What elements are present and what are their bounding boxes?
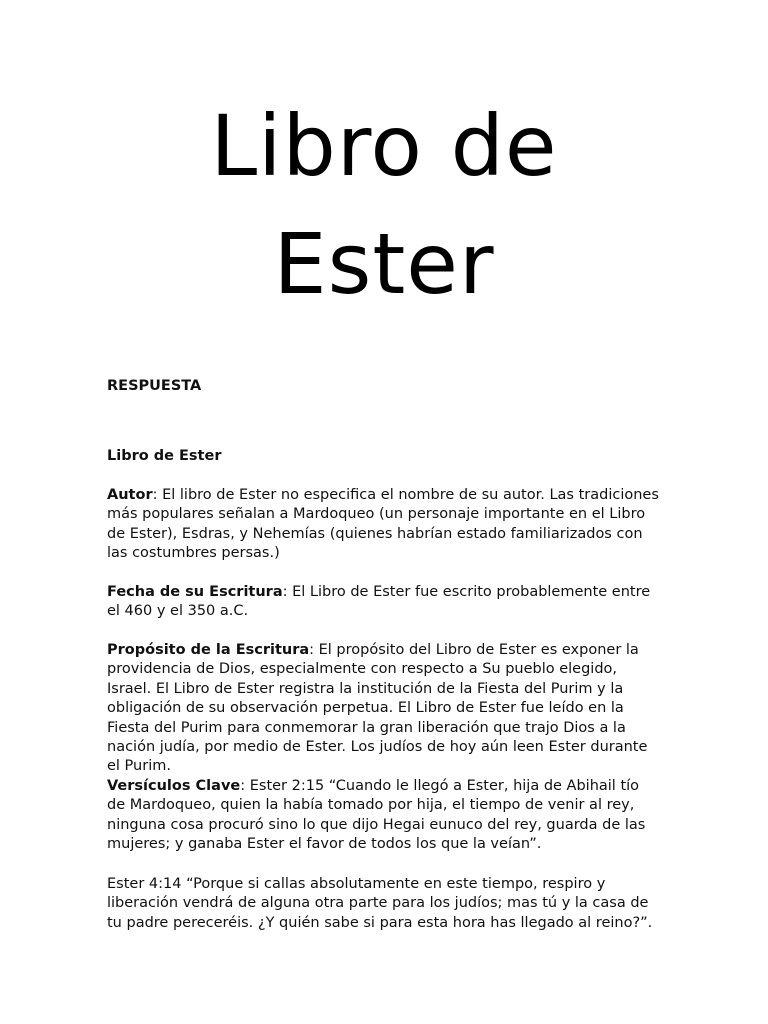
versiculos-paragraph bbox=[107, 777, 659, 855]
ester-4-14-paragraph: Ester 4:14 “Porque si callas absolutamente en este tiempo, respiro y liberación vendrá de alguna otra parte para los judíos; mas tú y la casa de tu padre pereceréis. ¿Y quién sabe si para esta hora has llegado al reino?”. bbox=[107, 876, 653, 931]
autor-text: : El libro de Ester no especifica el nombre de su autor. Las tradiciones más populares señalan a Mardoqueo (un personaje importante en el Libro de Ester), Esdras, y Nehemías (quienes habrían estado familiarizados con las costumbres persas.) bbox=[107, 487, 659, 562]
fecha-text: : El Libro de Ester fue escrito probablemente entre el 460 y el 350 a.C. bbox=[107, 584, 651, 620]
fecha-paragraph bbox=[107, 583, 659, 622]
autor-label: Autor bbox=[107, 487, 153, 503]
title-line-1: Libro de bbox=[210, 97, 558, 195]
versiculos-text: : Ester 2:15 “Cuando le llegó a Ester, hija de Abihail tío de Mardoqueo, quien la había tomado por hija, el tiempo de venir al rey, ninguna cosa procuró sino lo que dijo Hegai eunuco del rey, guarda de las mujeres; y ganaba Ester el favor de todos los que la veían”. bbox=[107, 778, 646, 853]
respuesta-heading: RESPUESTA bbox=[107, 378, 202, 394]
title-line-2: Ester bbox=[273, 215, 495, 313]
proposito-text: : El propósito del Libro de Ester es exponer la providencia de Dios, especialmente con respecto a Su pueblo elegido, Israel. El Libro de Ester registra la institución de la Fiesta del Purim y la obligación de su observación perpetua. El Libro de Ester fue leído en la Fiesta del Purim para conmemorar la gran liberación que trajo Dios a la nación judía, por medio de Ester. Los judíos de hoy aún leen Ester durante el Purim. bbox=[107, 642, 648, 775]
proposito-paragraph bbox=[107, 641, 659, 777]
proposito-label: Propósito de la Escritura bbox=[107, 642, 310, 658]
autor-paragraph bbox=[107, 486, 659, 564]
subtitle: Libro de Ester bbox=[107, 448, 222, 464]
fecha-label: Fecha de su Escritura bbox=[107, 584, 283, 600]
versiculos-label: Versículos Clave bbox=[107, 778, 241, 794]
